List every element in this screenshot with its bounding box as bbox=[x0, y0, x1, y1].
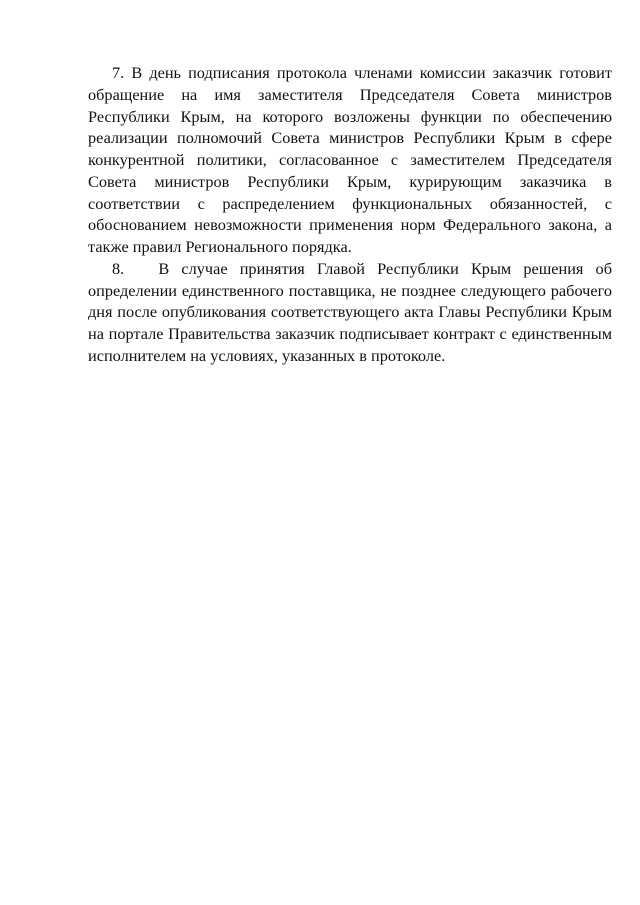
paragraph-7 bbox=[88, 62, 612, 258]
paragraph-number: 7. bbox=[112, 63, 125, 82]
paragraph-text: В день подписания протокола членами комиссии заказчик готовит обращение на имя заместителя Председателя Совета министров Республики Крым, на которого возложены функции по обеспечению реализации полномочий Совета министров Республики Крым в сфере конкурентной политики, согласованное с заместителем Председателя Совета министров Республики Крым, курирующим заказчика в соответствии с распределением функциональных обязанностей, с обоснованием невозможности применения норм Федерального закона, а также правил Регионального порядка. bbox=[88, 63, 612, 256]
paragraph-number: 8. bbox=[112, 258, 125, 278]
paragraph-text: В случае принятия Главой Республики Крым решения об определении единственного поставщика, не позднее следующего рабочего дня после опубликования соответствующего акта Главы Республики Крым на портале Правительства заказчик подписывает контракт с единственным исполнителем на условиях, указанных в протоколе. bbox=[88, 258, 612, 365]
document-body bbox=[88, 62, 612, 367]
paragraph-8 bbox=[88, 258, 612, 367]
